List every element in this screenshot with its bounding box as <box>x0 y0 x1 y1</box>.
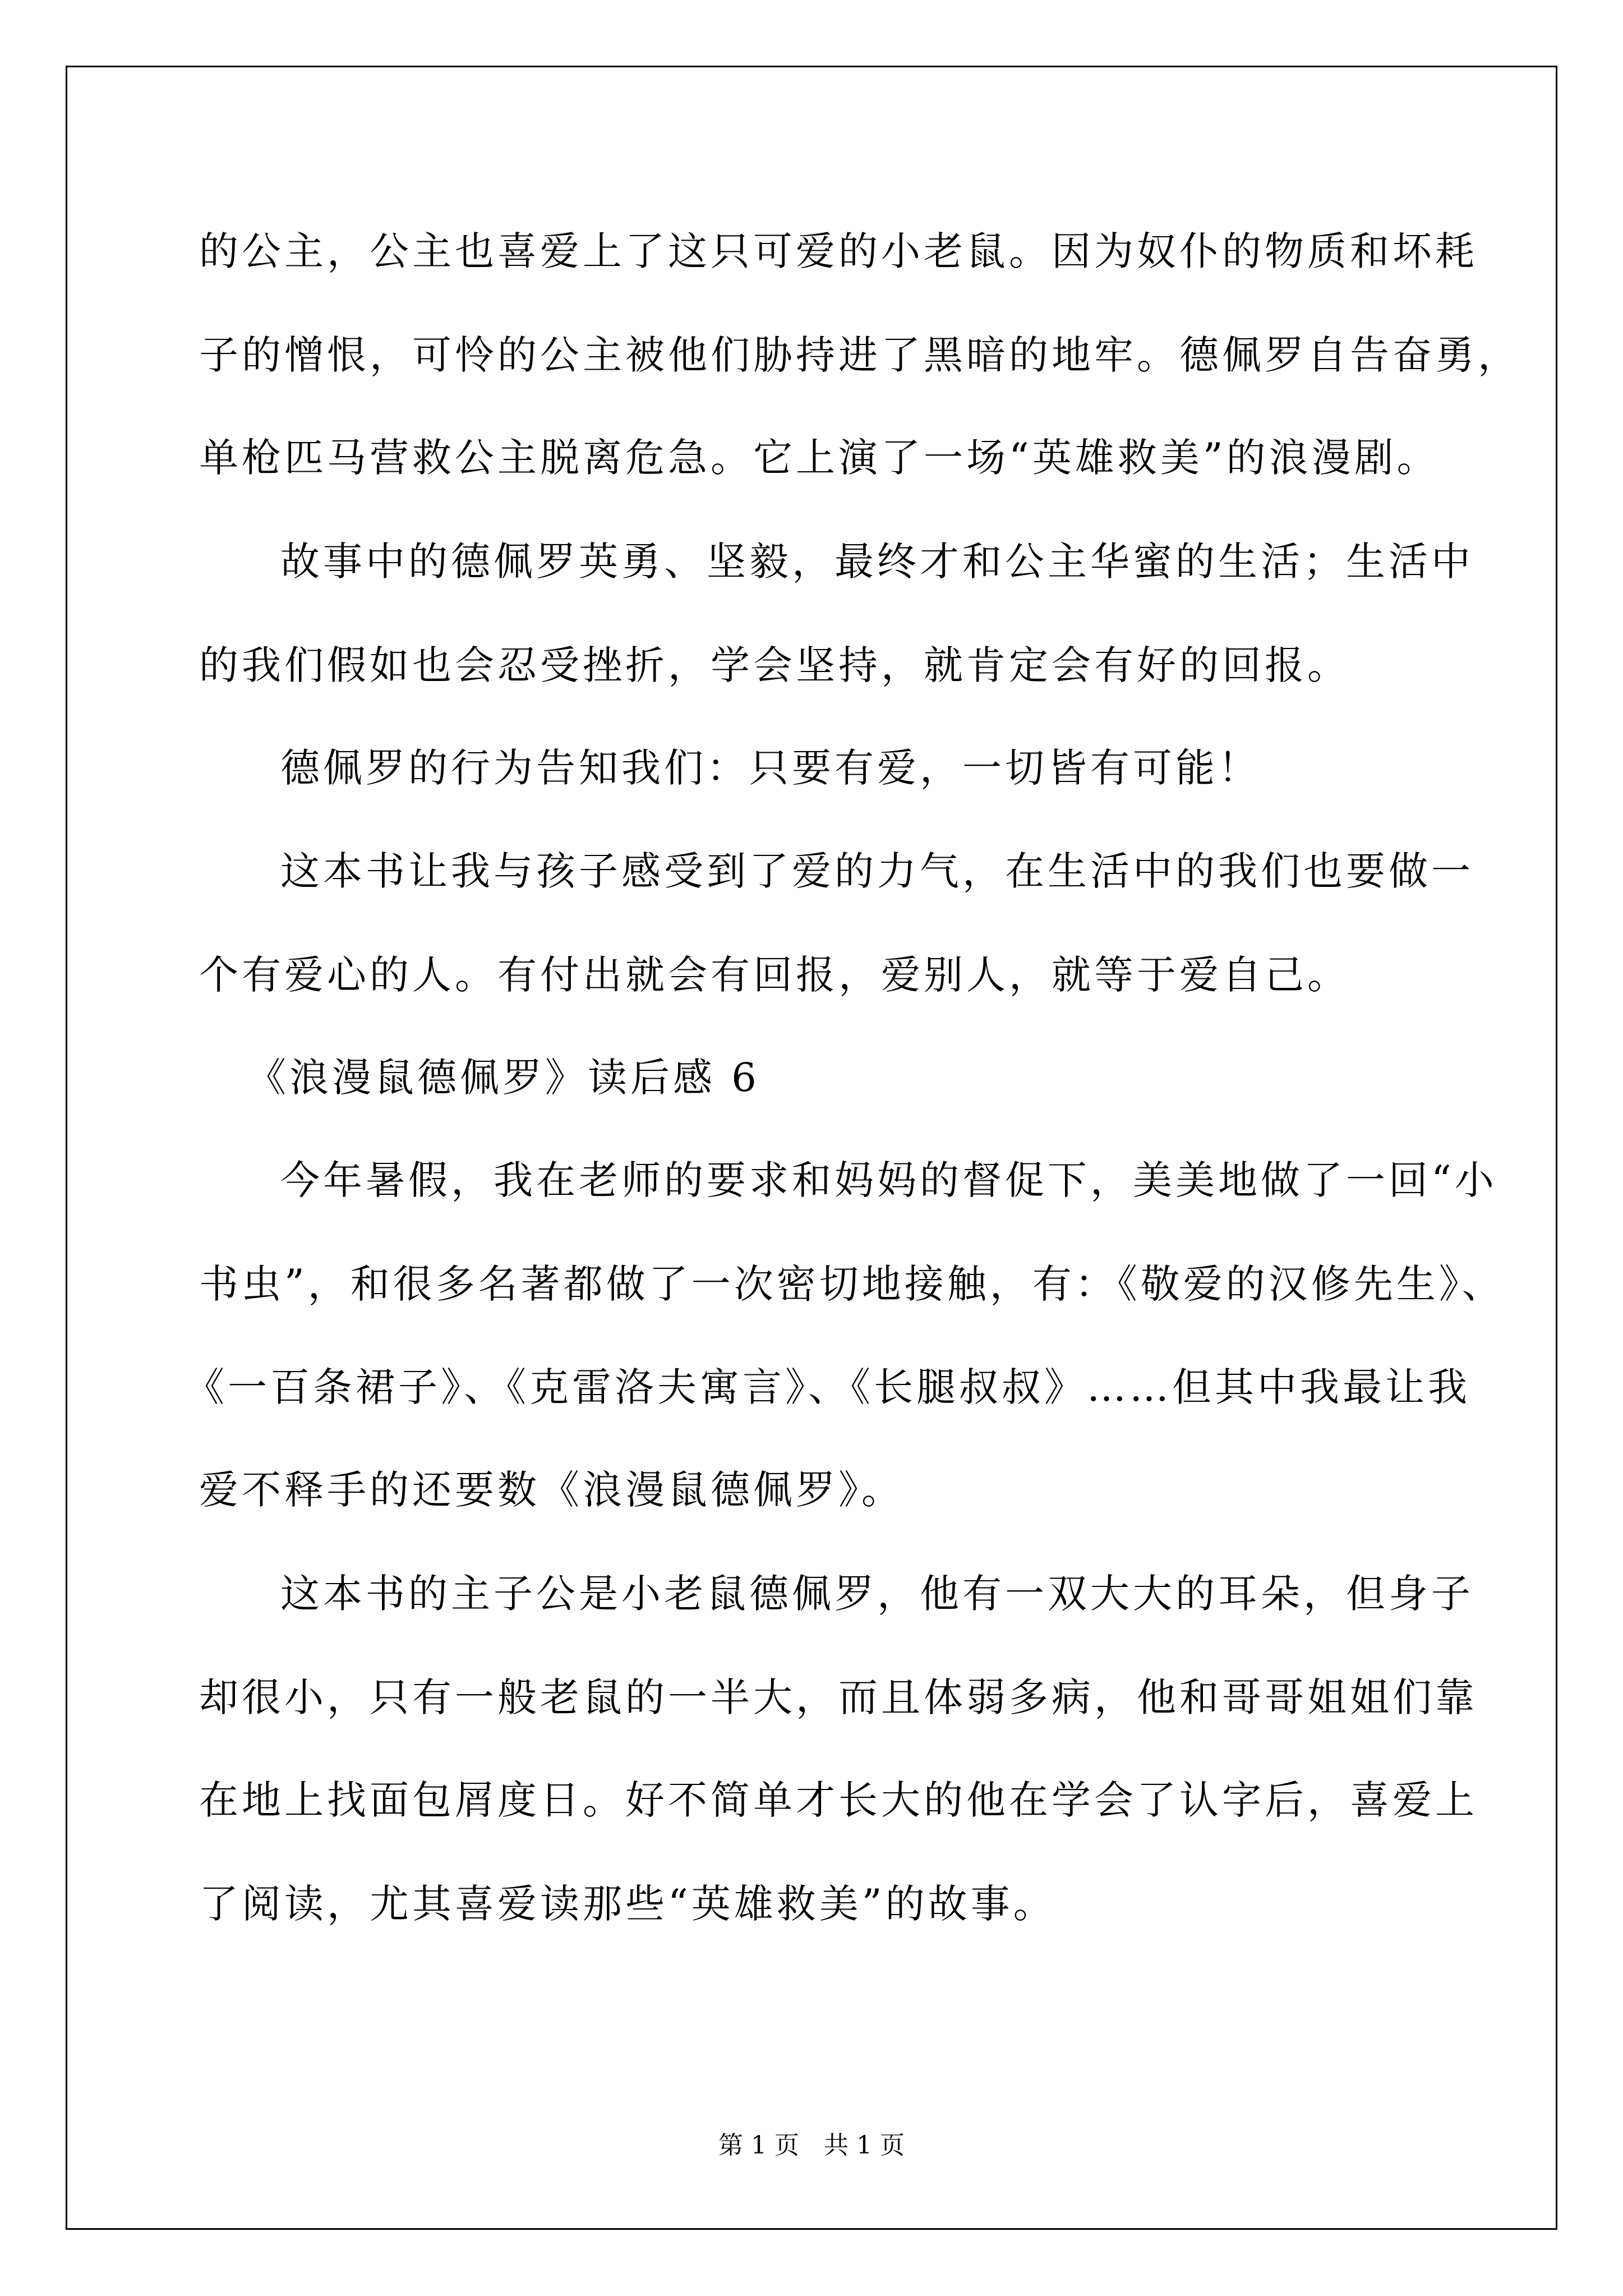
text-line: 爱不释手的还要数《浪漫鼠德佩罗》。 <box>199 1467 904 1513</box>
section-heading: 《浪漫鼠德佩罗》读后感 6 <box>247 1055 760 1101</box>
text-line: 个有爱心的人。有付出就会有回报，爱别人，就等于爱自己。 <box>199 952 1350 998</box>
paragraph-start: 这本书的主子公是小老鼠德佩罗，他有一双大大的耳朵，但身子 <box>280 1571 1474 1617</box>
text-line: 子的憎恨，可怜的公主被他们胁持进了黑暗的地牢。德佩罗自告奋勇， <box>199 332 1520 378</box>
paragraph-start: 这本书让我与孩子感受到了爱的力气，在生活中的我们也要做一 <box>280 848 1474 894</box>
text-line: 《一百条裙子》、《克雷洛夫寓言》、《长腿叔叔》……但其中我最让我 <box>185 1364 1470 1410</box>
text-line: 的公主，公主也喜爱上了这只可爱的小老鼠。因为奴仆的物质和坏耗 <box>199 228 1478 274</box>
paragraph-start: 今年暑假，我在老师的要求和妈妈的督促下，美美地做了一回“小 <box>280 1157 1497 1203</box>
paragraph-start: 故事中的德佩罗英勇、坚毅，最终才和公主华蜜的生活；生活中 <box>280 539 1474 585</box>
page-footer: 第 1 页 共 1 页 <box>718 2131 905 2160</box>
text-line: 却很小，只有一般老鼠的一半大，而且体弱多病，他和哥哥姐姐们靠 <box>199 1674 1478 1720</box>
text-line: 在地上找面包屑度日。好不简单才长大的他在学会了认字后，喜爱上 <box>199 1777 1478 1823</box>
text-line: 书虫”，和很多名著都做了一次密切地接触，有：《敬爱的汉修先生》、 <box>199 1261 1505 1307</box>
text-line: 了阅读，尤其喜爱读那些“英雄救美”的故事。 <box>199 1881 1056 1927</box>
paragraph-start: 德佩罗的行为告知我们：只要有爱，一切皆有可能！ <box>280 745 1261 791</box>
text-line: 单枪匹马营救公主脱离危急。它上演了一场“英雄救美”的浪漫剧。 <box>199 435 1440 481</box>
text-line: 的我们假如也会忍受挫折，学会坚持，就肯定会有好的回报。 <box>199 642 1350 688</box>
